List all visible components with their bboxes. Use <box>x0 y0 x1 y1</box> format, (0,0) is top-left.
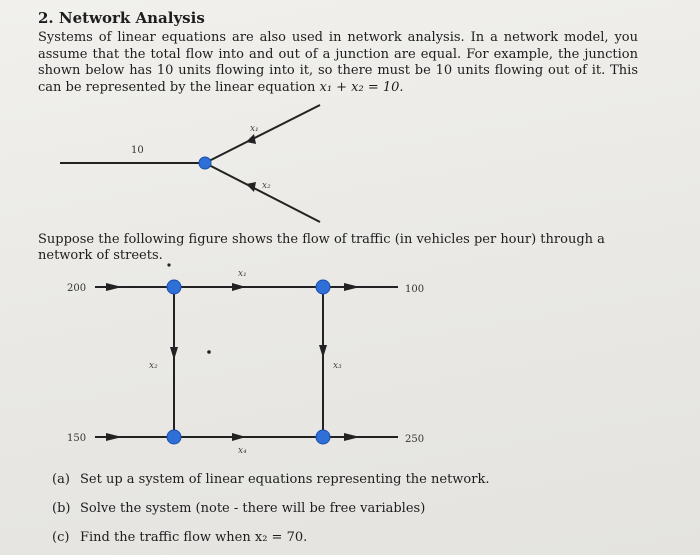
intro-equation: x₁ + x₂ = 10. <box>319 79 404 95</box>
arrow-inflow-bottom-left <box>106 433 122 441</box>
node-top-right <box>316 280 330 294</box>
speck-dot <box>207 350 211 354</box>
junction-var-lower: x₂ <box>262 181 271 191</box>
arrow-top-street <box>232 283 246 291</box>
node-bottom-right <box>316 430 330 444</box>
junction-inflow-label: 10 <box>131 145 144 156</box>
var-top-street: x₁ <box>238 269 247 279</box>
arrow-right-street <box>319 345 327 358</box>
arrow-bottom-street <box>232 433 246 441</box>
arrow-outflow-bottom-right <box>344 433 360 441</box>
traffic-paragraph: Suppose the following figure shows the flow of traffic (in vehicles per hour) through a network of streets. <box>38 232 605 263</box>
var-right-street: x₃ <box>333 361 342 371</box>
question-a-label: (a) <box>52 472 70 487</box>
arrow-left-street <box>170 347 178 360</box>
var-bottom-street: x₄ <box>238 446 247 456</box>
label-inflow-bottom-left: 150 <box>67 433 87 444</box>
junction-var-upper: x₁ <box>250 124 259 134</box>
var-left-street: x₂ <box>149 361 158 371</box>
node-top-left <box>167 280 181 294</box>
question-c-text: Find the traffic flow when x₂ = 70. <box>80 530 308 545</box>
label-inflow-top-left: 200 <box>67 283 87 294</box>
label-outflow-bottom-right: 250 <box>405 434 425 445</box>
label-outflow-top-right: 100 <box>405 284 425 295</box>
arrow-outflow-top-right <box>344 283 360 291</box>
question-a-text: Set up a system of linear equations representing the network. <box>80 472 490 487</box>
question-c-label: (c) <box>52 530 70 545</box>
question-b-label: (b) <box>52 501 71 516</box>
question-b <box>52 501 425 516</box>
question-a <box>52 472 489 487</box>
speck-dot <box>167 263 170 266</box>
arrow-inflow-top-left <box>106 283 122 291</box>
question-c <box>52 530 307 545</box>
node-bottom-left <box>167 430 181 444</box>
intro-text: Systems of linear equations are also used in network analysis. In a network model, you assume that the total flow into and out of a junction are equal. For example, the junction shown below has 10 units flowing into it, so there must be 10 units flowing out of it. This can be represented by the linear equation <box>38 30 638 95</box>
question-b-text: Solve the system (note - there will be free variables) <box>80 501 426 516</box>
section-title: 2. Network Analysis <box>38 9 205 27</box>
